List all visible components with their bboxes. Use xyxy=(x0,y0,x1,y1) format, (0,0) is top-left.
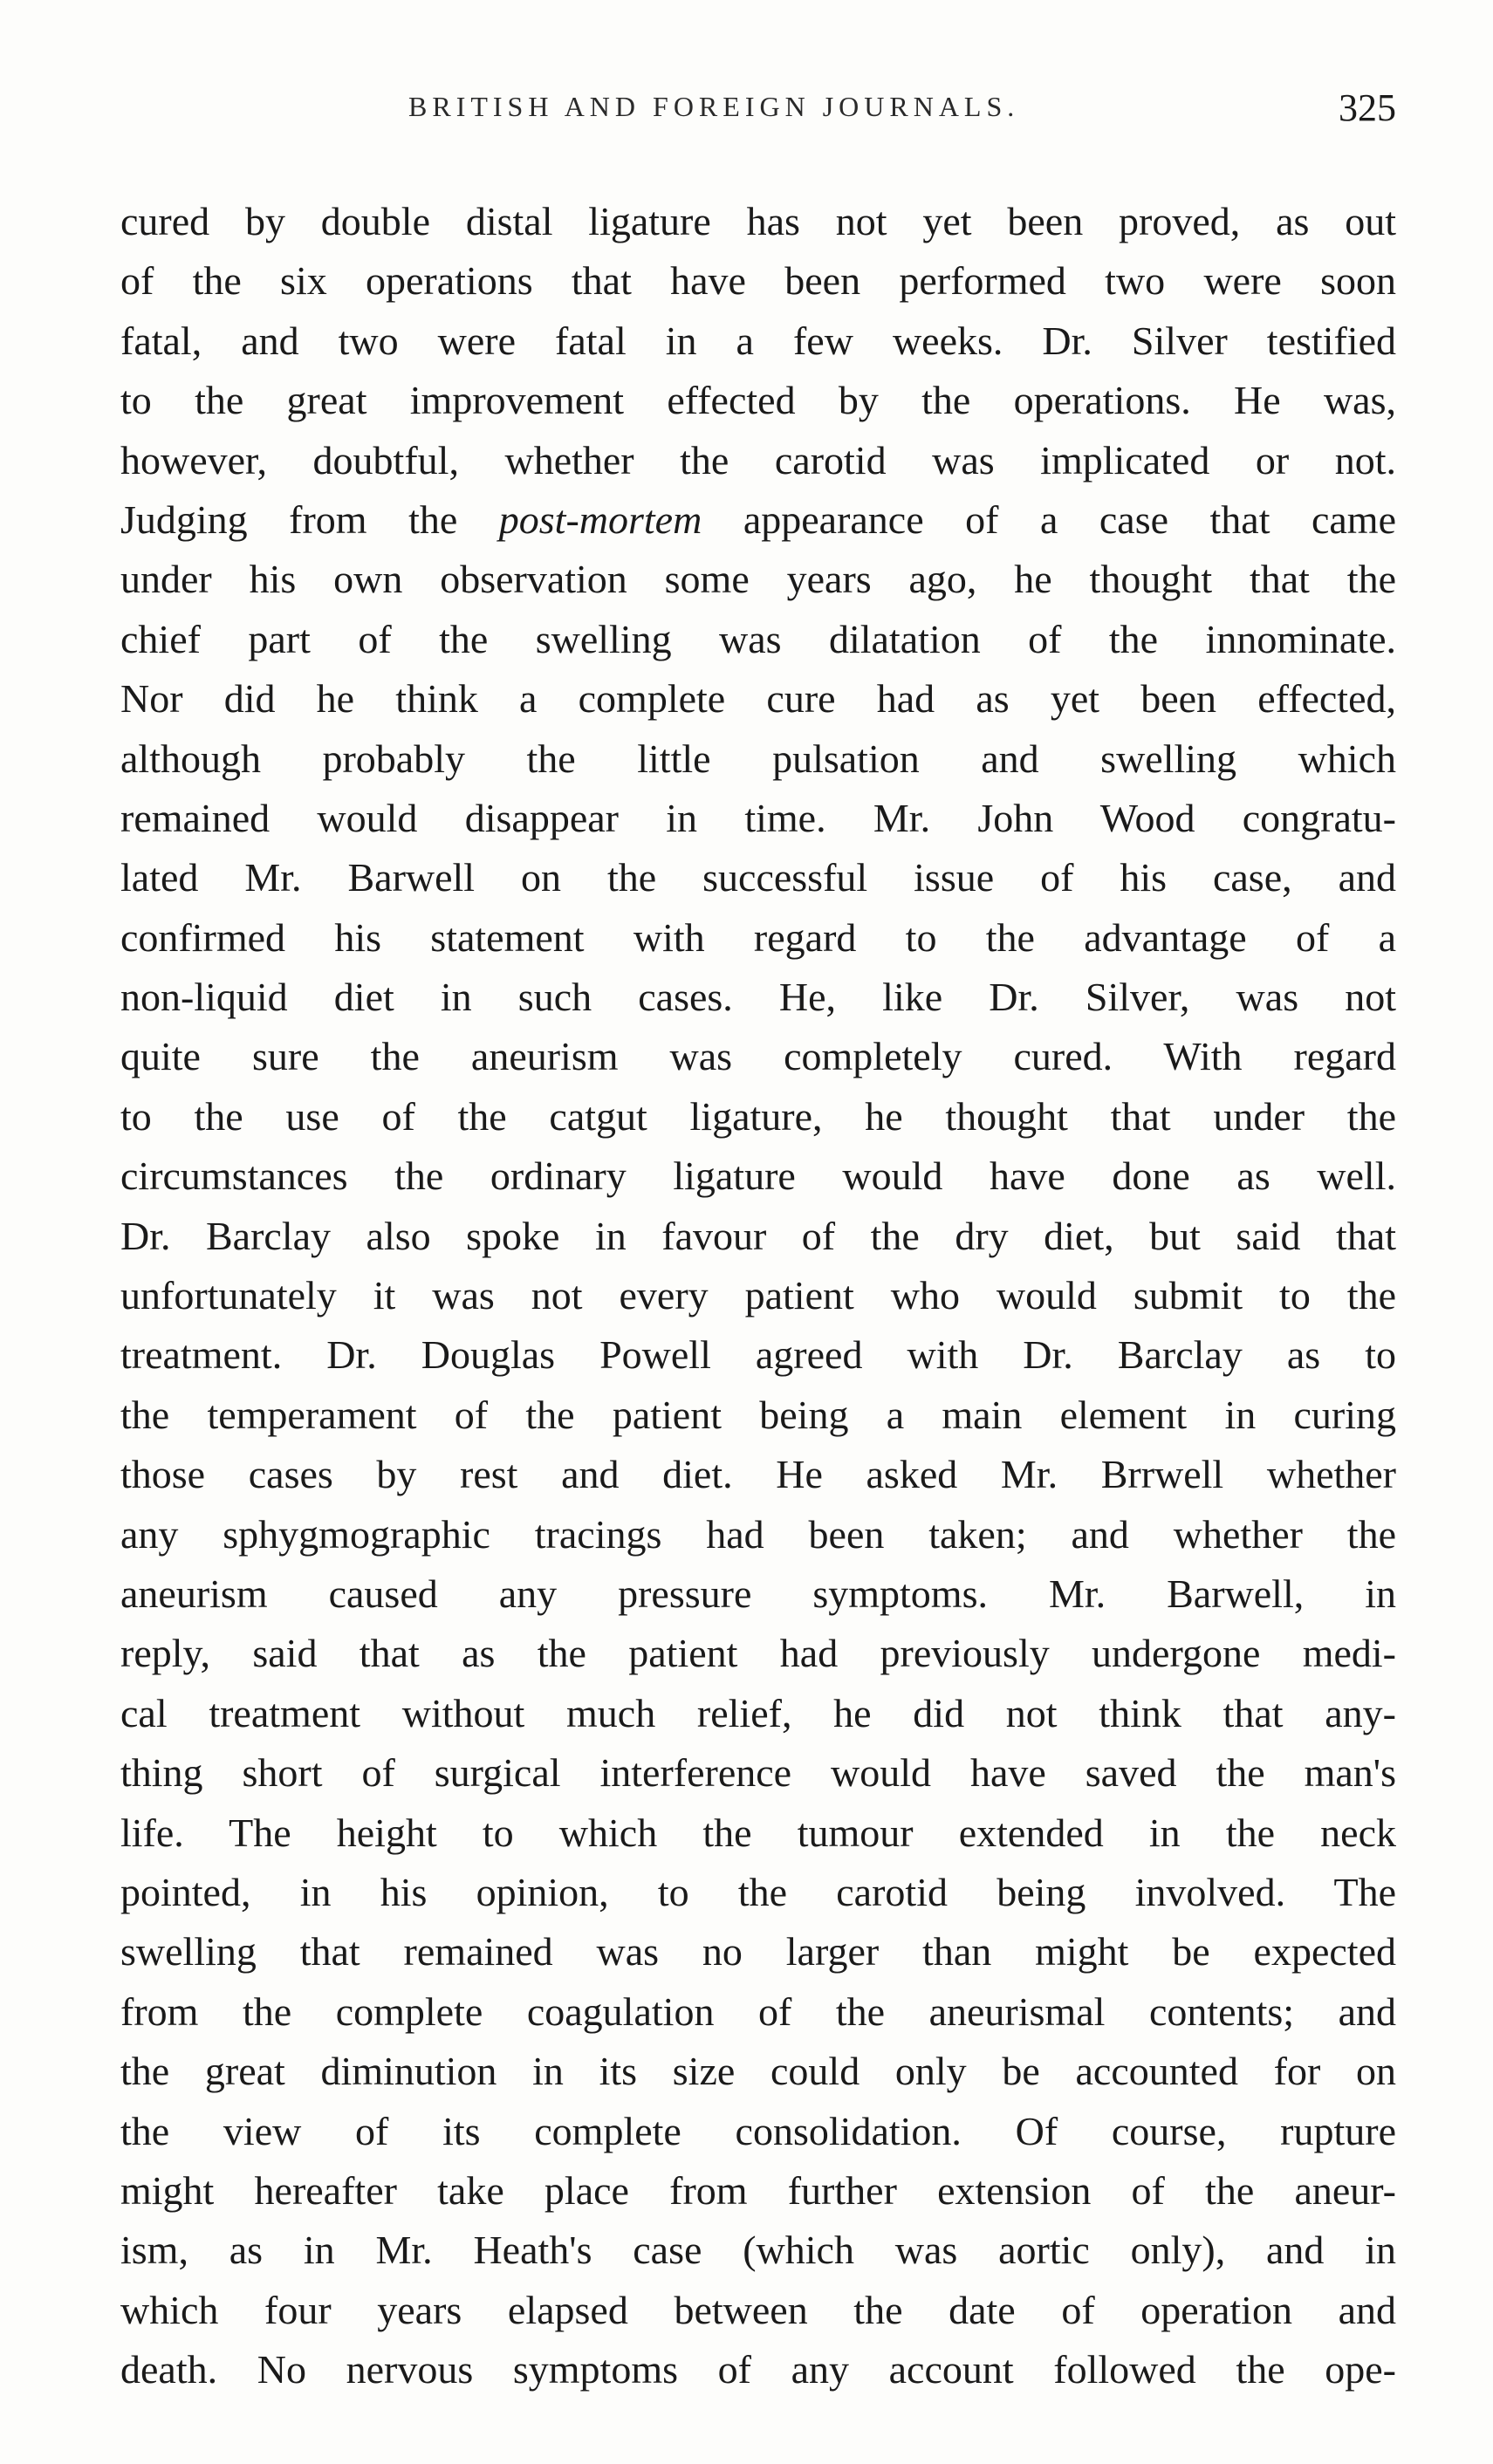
text-line: which four years elapsed between the date of operation and xyxy=(120,2287,1396,2332)
text-line: pointed, in his opinion, to the carotid being involved. The xyxy=(120,1869,1396,1914)
body-text xyxy=(120,192,1396,2399)
text-line: thing short of surgical interference would have saved the man's xyxy=(120,1750,1396,1796)
text-line: those cases by rest and diet. He asked Mr. Brrwell whether xyxy=(120,1452,1396,1497)
text-line: ism, as in Mr. Heath's case (which was aortic only), and in xyxy=(120,2228,1396,2273)
text-line: under his own observation some years ago, he thought that the xyxy=(120,557,1396,602)
text-line: any sphygmographic tracings had been taken; and whether the xyxy=(120,1511,1396,1557)
text-line: fatal, and two were fatal in a few weeks. Dr. Silver testified xyxy=(120,318,1396,363)
text-line: quite sure the aneurism was completely cured. With regard xyxy=(120,1034,1396,1079)
text-line: might hereafter take place from further extension of the aneur- xyxy=(120,2167,1396,2213)
text-line: the temperament of the patient being a main element in curing xyxy=(120,1392,1396,1437)
text-line: Nor did he think a complete cure had as yet been effected, xyxy=(120,676,1396,722)
text-line: confirmed his statement with regard to the advantage of a xyxy=(120,914,1396,960)
text-line: the great diminution in its size could only be accounted for on xyxy=(120,2049,1396,2094)
text-line: the view of its complete consolidation. Of course, rupture xyxy=(120,2108,1396,2153)
text-line: lated Mr. Barwell on the successful issue of his case, and xyxy=(120,855,1396,900)
text-line: Judging from the post-mortem appearance of a case that came xyxy=(120,496,1396,542)
text-line: reply, said that as the patient had previously undergone medi- xyxy=(120,1631,1396,1676)
italic-term: post-mortem xyxy=(498,496,702,542)
text-line: cal treatment without much relief, he did not think that any- xyxy=(120,1690,1396,1735)
text-line: unfortunately it was not every patient who would submit to the xyxy=(120,1273,1396,1318)
text-line: to the use of the catgut ligature, he thought that under the xyxy=(120,1093,1396,1139)
text-line: death. No nervous symptoms of any account followed the ope- xyxy=(120,2347,1396,2392)
text-line: cured by double distal ligature has not yet been proved, as out xyxy=(120,199,1396,243)
text-line: however, doubtful, whether the carotid was implicated or not. xyxy=(120,437,1396,483)
text-line: to the great improvement effected by the operations. He was, xyxy=(120,378,1396,423)
text-line: life. The height to which the tumour extended in the neck xyxy=(120,1810,1396,1855)
page-number: 325 xyxy=(1339,86,1396,129)
text-line: swelling that remained was no larger than might be expected xyxy=(120,1929,1396,1975)
text-line: chief part of the swelling was dilatation of the innominate. xyxy=(120,616,1396,661)
text-line: remained would disappear in time. Mr. John Wood congratu- xyxy=(120,795,1396,840)
text-line: treatment. Dr. Douglas Powell agreed with Dr. Barclay as to xyxy=(120,1332,1396,1378)
text-line: circumstances the ordinary ligature would have done as well. xyxy=(120,1153,1396,1199)
text-line: non-liquid diet in such cases. He, like Dr. Silver, was not xyxy=(120,975,1396,1020)
text-line: aneurism caused any pressure symptoms. Mr. Barwell, in xyxy=(120,1571,1396,1616)
text-line: although probably the little pulsation and swelling which xyxy=(120,736,1396,781)
running-head xyxy=(120,86,1396,143)
text-line: from the complete coagulation of the aneurismal contents; and xyxy=(120,1988,1396,2034)
text-line: Dr. Barclay also spoke in favour of the dry diet, but said that xyxy=(120,1213,1396,1258)
running-title: BRITISH AND FOREIGN JOURNALS. xyxy=(408,91,1020,122)
text-line: of the six operations that have been performed two were soon xyxy=(120,258,1396,304)
